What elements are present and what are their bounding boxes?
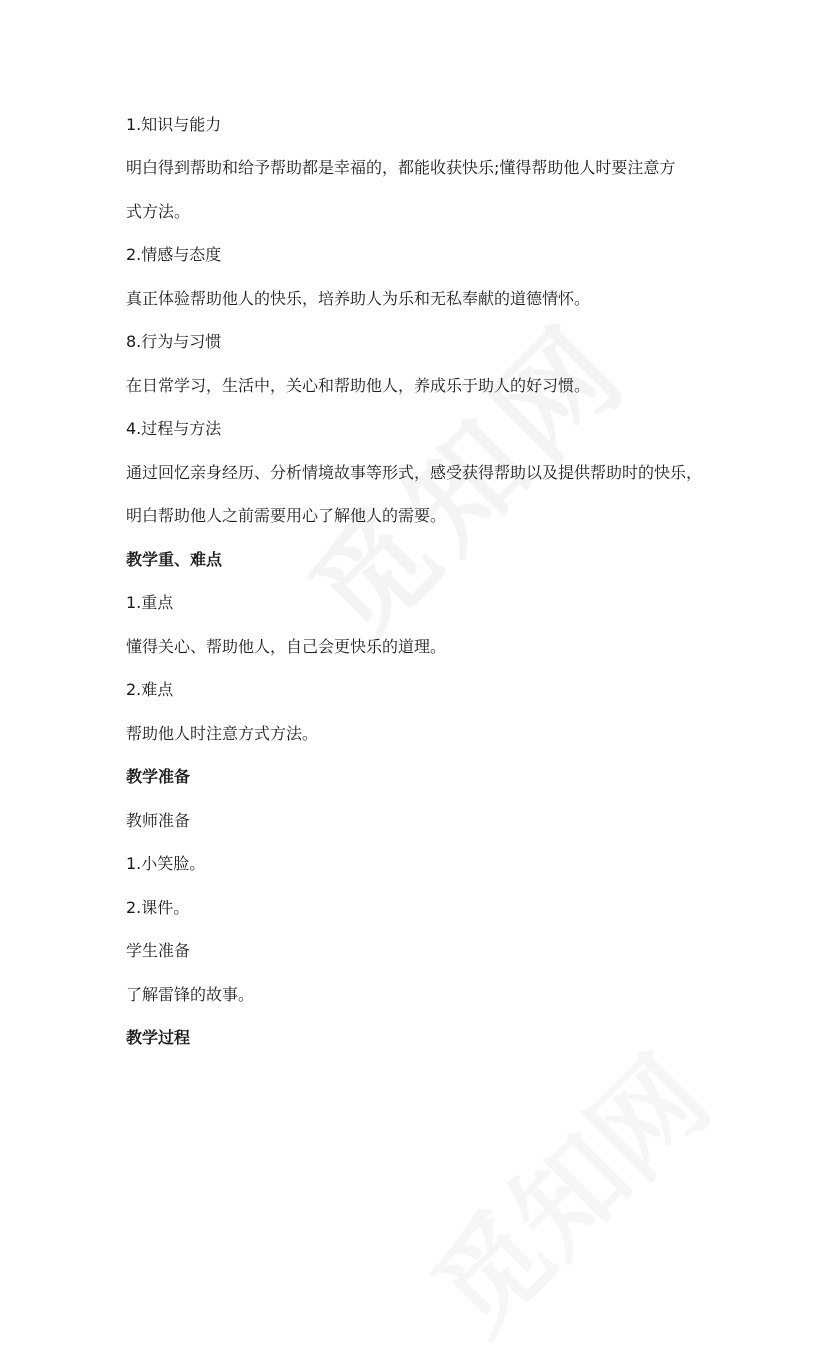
section-title-teaching-process: 教学过程 (126, 1028, 191, 1047)
paragraph-line: 通过回忆亲身经历、分析情境故事等形式，感受获得帮助以及提供帮助时的快乐， (126, 463, 703, 482)
paragraph-line: 了解雷锋的故事。 (126, 985, 255, 1004)
subheading-difficult-point: 2.难点 (126, 680, 174, 699)
paragraph-line: 在日常学习，生活中，关心和帮助他人，养成乐于助人的好习惯。 (126, 376, 591, 395)
subheading-key-point: 1.重点 (126, 593, 174, 612)
heading-process-method: 4.过程与方法 (126, 419, 222, 438)
heading-emotion-attitude: 2.情感与态度 (126, 245, 222, 264)
heading-behavior-habit: 8.行为与习惯 (126, 332, 222, 351)
subheading-teacher-preparation: 教师准备 (126, 811, 191, 830)
list-item: 1.小笑脸。 (126, 854, 206, 873)
heading-knowledge-ability: 1.知识与能力 (126, 115, 222, 134)
paragraph-line: 明白得到帮助和给予帮助都是幸福的，都能收获快乐;懂得帮助他人时要注意方 (126, 158, 676, 177)
section-title-key-difficult-points: 教学重、难点 (126, 550, 223, 569)
paragraph-line: 明白帮助他人之前需要用心了解他人的需要。 (126, 506, 447, 525)
paragraph-line: 帮助他人时注意方式方法。 (126, 724, 319, 743)
watermark-bottom (392, 1016, 737, 1361)
paragraph-line: 懂得关心、帮助他人，自己会更快乐的道理。 (126, 637, 447, 656)
paragraph-line: 真正体验帮助他人的快乐，培养助人为乐和无私奉献的道德情怀。 (126, 289, 591, 308)
list-item: 2.课件。 (126, 898, 190, 917)
paragraph-line: 式方法。 (126, 202, 191, 221)
section-title-preparation: 教学准备 (126, 767, 191, 786)
subheading-student-preparation: 学生准备 (126, 941, 191, 960)
